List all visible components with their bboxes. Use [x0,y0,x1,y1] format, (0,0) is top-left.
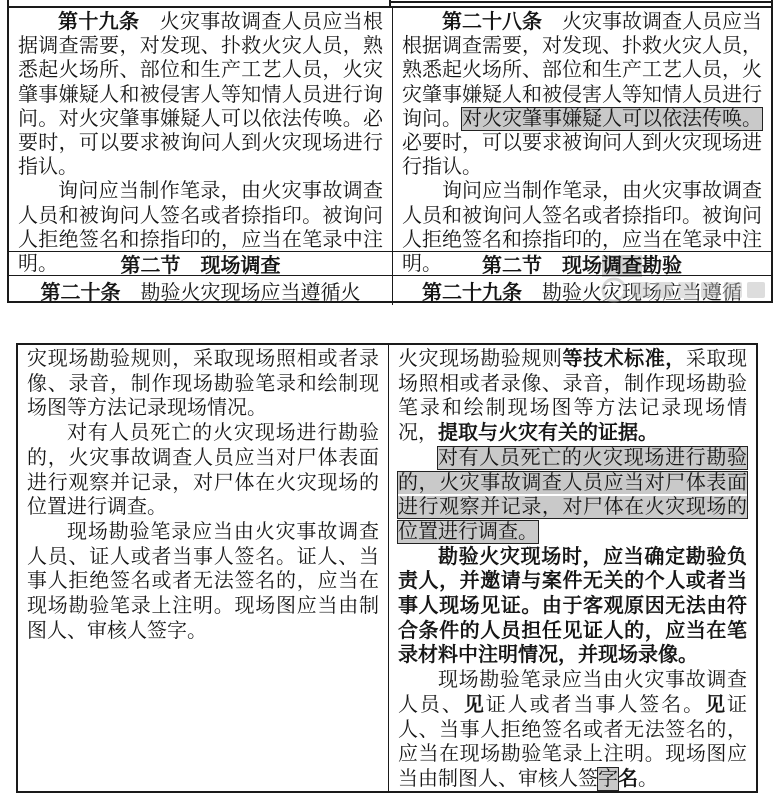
text-run: 火灾事故调查人员应当根据调查需要，对发现、扑救火灾人员，熟悉起火场所、部位和生产工艺人员，火灾肇事嫌疑人和被侵害人等知情人员进行询问。对火灾肇事嫌疑人可以依法传唤。必要时，可以要求被询问人到火灾现场进行指认。 [18,11,384,179]
paragraph [27,347,379,421]
paragraph [27,421,379,520]
text-run: 等技术标准， [562,348,686,370]
paragraph [18,10,383,179]
article29-first-line-cell [392,275,771,305]
paragraph [398,347,747,446]
text-run: 第二十八条 [442,11,542,33]
paragraph [398,545,747,669]
text-run: 询问应当制作笔录，由火灾事故调查人员和被询问人签名或者捺指印。被询问人拒绝签名和捺指印的，应当在笔录中注明。 [402,180,762,276]
comparison-table-top [7,6,773,303]
text-run: 火灾现场勘验规则 [398,348,563,370]
text-run: 勘验火灾现场应当遵循 [522,282,742,304]
text-run: 证人或者当事人签名。 [485,693,706,716]
paragraph [398,446,747,545]
section-header-new [392,251,771,275]
text-run: 第二节 现场调查 [120,255,281,277]
text-run: 。 [638,767,658,790]
text-run: 证人、当事人拒绝签名或者无法签名的，应当在现场勘验笔录上注明。现场图应当由制图人、审核人签 [398,693,748,790]
text-run: 询问应当制作笔录，由火灾事故调查人员和被询问人签名或者捺指印。被询问人拒绝签名和捺指印的，应当在笔录中注明。 [18,180,383,276]
section-title [482,249,682,278]
text-run: 现场勘验笔录应当由火灾事故调查人员、证人或者当事人签名。证人、当事人拒绝签名或者无法签名的，应当在现场勘验笔录上注明。现场图应当由制图人、审核人签字。 [27,520,379,642]
text-run: 灾现场勘验规则，采取现场照相或者录像、录音，制作现场勘验笔录和绘制现场图等方法记录现场情况。 [27,348,379,420]
text-run: 勘验 [642,255,682,277]
text-run: 字 [598,767,618,790]
paragraph [402,10,762,179]
text-run: 勘验火灾现场应当遵循火 [120,282,361,304]
top-border-stub-hline [390,1,772,3]
text-run: 名 [618,767,638,790]
text-run: 必要时，可以要求被询问人到火灾现场进行指认。 [402,132,762,179]
paragraph [27,520,379,644]
text-run: 见 [463,693,486,716]
section-header-old [9,251,392,275]
text-run: 对有人员死亡的火灾现场进行勘验的，火灾事故调查人员应当对尸体表面进行观察并记录，对尸体在火灾现场的位置进行调查。 [398,446,747,543]
text-run: 第二十条 [40,282,121,304]
paragraph [398,668,747,792]
text-run: 对火灾肇事嫌疑人可以依法传唤。 [462,107,762,130]
article-line [41,276,361,305]
new-version-continuation-cell [388,345,756,792]
text-run: 对有人员死亡的火灾现场进行勘验的，火灾事故调查人员应当对尸体表面进行观察并记录，对尸体在火灾现场的位置进行调查。 [27,422,379,519]
article20-first-line-cell [9,275,392,305]
text-run: 现场勘验笔录应当由火灾事故调查人员、 [398,669,747,716]
comparison-table-bottom [16,343,758,793]
text-run: 提取与火灾有关的证据。 [438,422,658,445]
text-run: 第十九条 [58,11,140,33]
text-run: 见 [705,693,728,716]
text-run: 第二十九条 [422,282,522,304]
old-version-continuation-cell [18,345,388,792]
text-run: 调查 [602,255,642,277]
text-run: 勘验火灾现场时，应当确定勘验负责人，并邀请与案件无关的个人或者当事人现场见证。由于客观原因无法由符合条件的人员担任见证人的，应当在笔录材料中注明情况，并现场录像。 [398,545,747,667]
text-run: 第二节 现场 [482,255,602,277]
text-run: 火灾事故调查人员应当根据调查需要，对发现、扑救火灾人员，熟悉起火场所、部位和生产工艺人员，火灾肇事嫌疑人和被侵害人等知情人员进行询问。 [402,11,762,130]
section-title [121,249,281,278]
text-run: 采取现场照相或者录像、录音，制作现场勘验笔录和绘制现场图等方法记录现场情况， [398,348,747,445]
article-line [422,276,742,305]
